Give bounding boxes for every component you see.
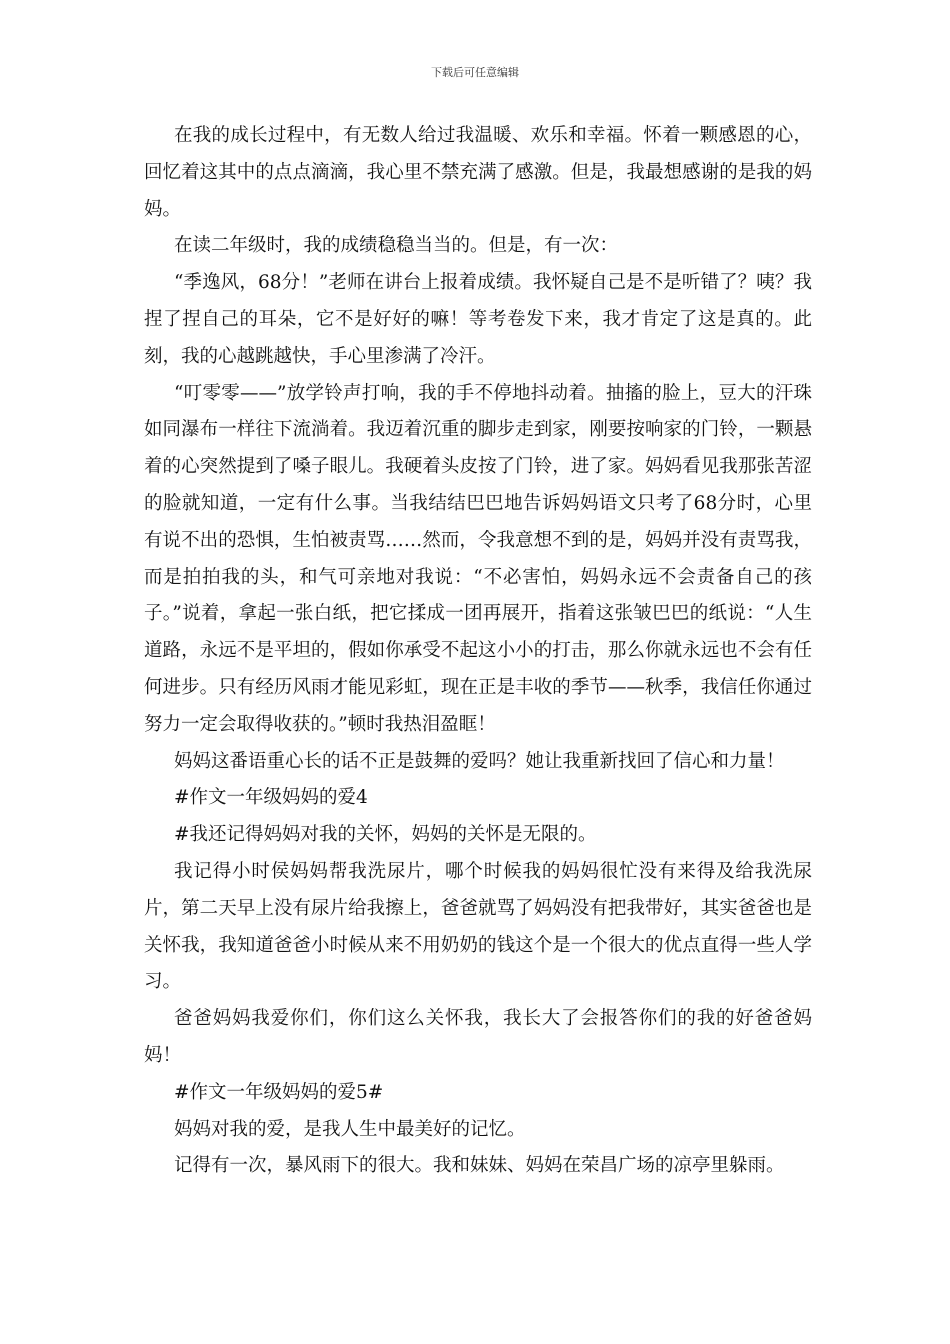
page-header: 下载后可任意编辑 [431,66,519,79]
paragraph: “叮零零——”放学铃声打响，我的手不停地抖动着。抽搐的脸上，豆大的汗珠如同瀑布一样往下流淌着。我迈着沉重的脚步走到家，刚要按响家的门铃，一颗悬着的心突然提到了嗓子眼儿。我硬着头皮按了门铃，进了家。妈妈看见我那张苦涩的脸就知道，一定有什么事。当我结结巴巴地告诉妈妈语文只考了68分时，心里有说不出的恐惧，生怕被责骂……然而，令我意想不到的是，妈妈并没有责骂我，而是拍拍我的头，和气可亲地对我说：“不必害怕，妈妈永远不会责备自己的孩子。”说着，拿起一张白纸，把它揉成一团再展开，指着这张皱巴巴的纸说：“人生道路，永远不是平坦的，假如你承受不起这小小的打击，那么你就永远也不会有任何进步。只有经历风雨才能见彩虹，现在正是丰收的季节——秋季，我信任你通过努力一定会取得收获的。”顿时我热泪盈眶！ [144,382,812,735]
document-body [144,118,812,1185]
paragraph: 在我的成长过程中，有无数人给过我温暖、欢乐和幸福。怀着一颗感恩的心，回忆着这其中的点点滴滴，我心里不禁充满了感激。但是，我最想感谢的是我的妈妈。 [144,125,812,220]
paragraph: #我还记得妈妈对我的关怀，妈妈的关怀是无限的。 [174,824,597,846]
paragraph: 爸爸妈妈我爱你们，你们这么关怀我，我长大了会报答你们的我的好爸爸妈妈！ [144,1008,812,1066]
paragraph: 我记得小时侯妈妈帮我洗尿片，哪个时候我的妈妈很忙没有来得及给我洗尿片，第二天早上没有尿片给我擦上，爸爸就骂了妈妈没有把我带好，其实爸爸也是关怀我，我知道爸爸小时候从来不用奶奶的钱这个是一个很大的优点直得一些人学习。 [144,860,812,993]
paragraph: 妈妈这番语重心长的话不正是鼓舞的爱吗？她让我重新找回了信心和力量！ [174,750,785,772]
paragraph: 在读二年级时，我的成绩稳稳当当的。但是，有一次： [174,235,619,257]
paragraph: 记得有一次，暴风雨下的很大。我和妹妹、妈妈在荣昌广场的凉亭里躲雨。 [174,1155,785,1177]
section-heading: #作文一年级妈妈的爱4 [174,787,368,809]
section-heading: #作文一年级妈妈的爱5# [174,1081,384,1103]
paragraph: 妈妈对我的爱，是我人生中最美好的记忆。 [174,1118,526,1140]
paragraph: “季逸风，68分！”老师在讲台上报着成绩。我怀疑自己是不是听错了？咦？我捏了捏自己的耳朵，它不是好好的嘛！等考卷发下来，我才肯定了这是真的。此刻，我的心越跳越快，手心里渗满了冷汗。 [144,272,812,367]
